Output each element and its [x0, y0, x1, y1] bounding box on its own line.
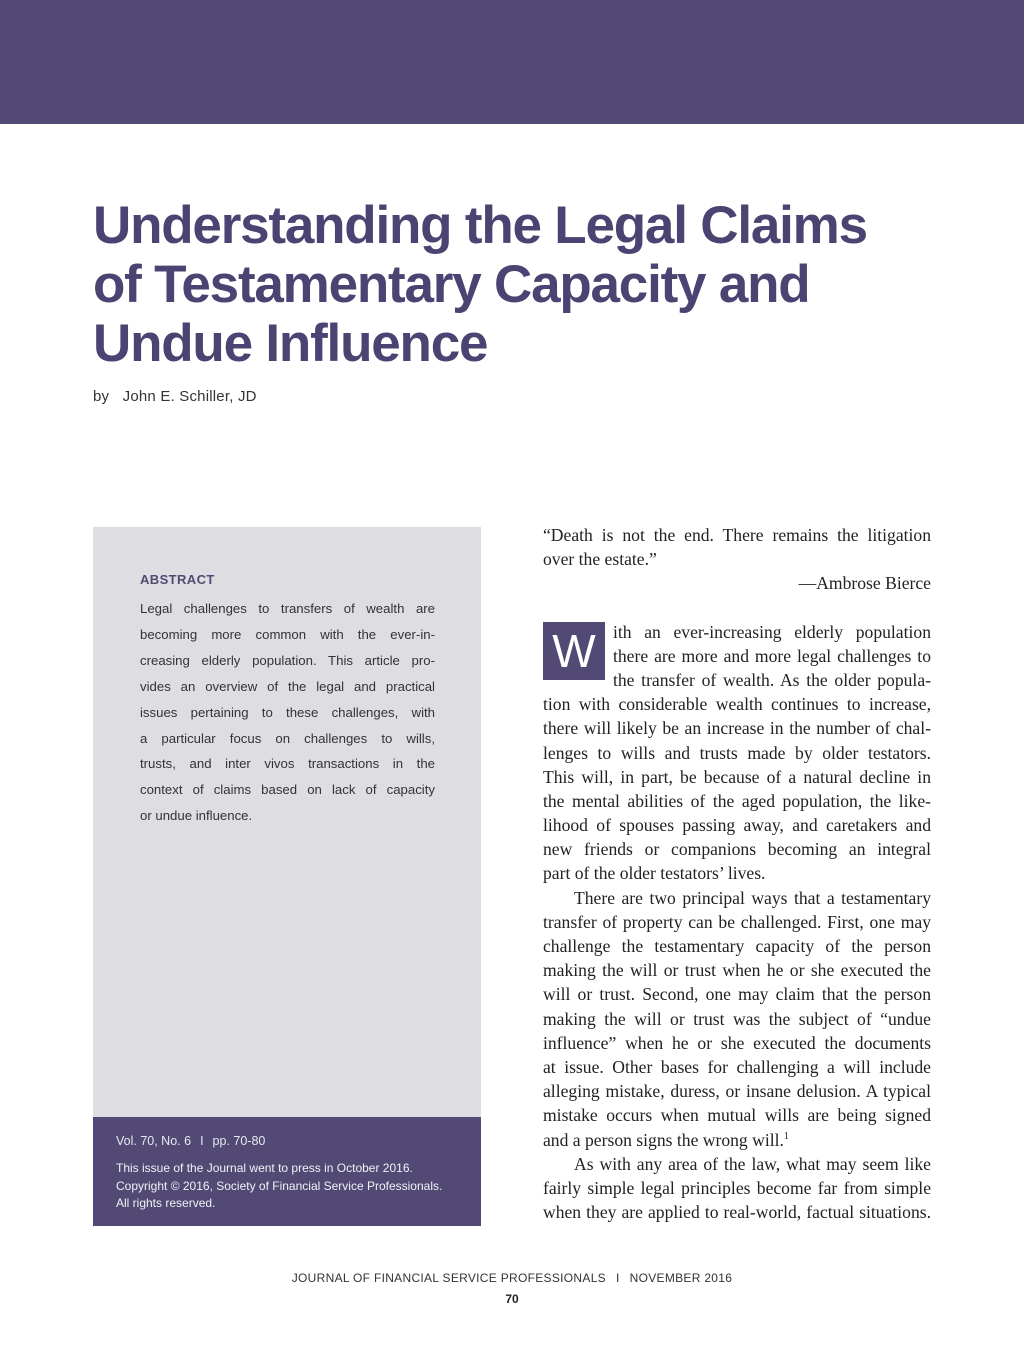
title-line: of Testamentary Capacity and [93, 255, 810, 314]
issue-pages: pp. 70-80 [212, 1134, 266, 1148]
body-line: will or trust. Second, one may claim that the person [543, 984, 931, 1005]
body-line: at issue. Other bases for challenging a will include [543, 1056, 931, 1077]
body-line: lenges to wills and trusts made by older testators. [543, 742, 931, 763]
page-number: 70 [505, 1292, 519, 1306]
body-line: tion with considerable wealth continues to increase, [543, 694, 931, 715]
body-line: This will, in part, be because of a natural decline in [543, 766, 931, 787]
author-name: John E. Schiller, JD [122, 388, 257, 405]
paragraph [543, 620, 931, 886]
body-line: influence” when he or she executed the documents [543, 1032, 931, 1053]
body-line: there are more and more legal challenges to [613, 645, 931, 666]
body-line: making the will or trust was the subject of “undue [543, 1008, 931, 1029]
epigraph-line: “Death is not the end. There remains the litigation [543, 525, 931, 545]
abstract-heading: ABSTRACT [140, 572, 215, 587]
epigraph-attribution: —Ambrose Bierce [798, 573, 931, 594]
body-line: challenge the testamentary capacity of the person [543, 936, 931, 956]
paragraph [543, 1152, 931, 1225]
abstract-panel [93, 527, 481, 1117]
drop-cap: W [543, 622, 605, 680]
body-line: when they are applied to real-world, factual situations. [543, 1202, 931, 1223]
body-line: the transfer of wealth. As the older popula- [613, 669, 931, 690]
issue-info-panel [93, 1117, 481, 1226]
body-line: making the will or trust when he or she executed the [543, 960, 931, 981]
body-line: transfer of property can be challenged. First, one may [543, 911, 931, 932]
issue-note-line: Copyright © 2016, Society of Financial Service Professionals. [116, 1178, 443, 1193]
body-line: fairly simple legal principles become far from simple [543, 1177, 931, 1198]
journal-name: JOURNAL OF FINANCIAL SERVICE PROFESSIONALS [291, 1271, 606, 1285]
article-title [93, 196, 933, 373]
abstract-line: Legal challenges to transfers of wealth are [140, 601, 435, 616]
issue-volume: Vol. 70, No. 6 [116, 1134, 192, 1148]
abstract-line: or undue influence. [140, 808, 253, 824]
body-line-with-footnote [543, 1128, 931, 1152]
body-line: new friends or companions becoming an integral [543, 839, 931, 860]
body-line: and a person signs the wrong will. [543, 1129, 784, 1150]
issue-note-line: This issue of the Journal went to press in October 2016. [116, 1161, 413, 1175]
separator: I [615, 1271, 620, 1285]
epigraph [543, 523, 931, 596]
title-line: Understanding the Legal Claims [93, 196, 867, 255]
abstract-line: becoming more common with the ever-in- [140, 626, 435, 642]
abstract-line: issues pertaining to these challenges, with [140, 704, 435, 720]
body-line: alleging mistake, duress, or insane delusion. A typical [543, 1081, 931, 1102]
body-line: lihood of spouses passing away, and caretakers and [543, 815, 931, 836]
footnote-marker[interactable]: 1 [783, 1130, 789, 1142]
body-line: ith an ever-increasing elderly population [613, 621, 931, 642]
byline [93, 388, 257, 405]
abstract-text [140, 596, 435, 829]
body-line: mistake occurs when mutual wills are being signed [543, 1105, 931, 1126]
body-line: There are two principal ways that a testamentary [574, 887, 931, 908]
body-line: As with any area of the law, what may seem like [574, 1153, 931, 1174]
page-footer [0, 1271, 1024, 1285]
issue-notes [116, 1160, 476, 1213]
body-line: there will likely be an increase in the number of chal- [543, 718, 931, 739]
article-body [543, 523, 931, 1224]
abstract-line: context of claims based on lack of capacity [140, 782, 435, 798]
abstract-line: vides an overview of the legal and practical [140, 678, 435, 694]
abstract-line: a particular focus on challenges to wills, [140, 730, 435, 746]
body-line: the mental abilities of the aged population, the like- [543, 790, 931, 811]
abstract-line: trusts, and inter vivos transactions in the [140, 756, 435, 772]
issue-volume-line [116, 1134, 265, 1148]
abstract-line: creasing elderly population. This article pro- [140, 652, 435, 668]
body-line: part of the older testators’ lives. [543, 863, 766, 884]
epigraph-line: over the estate.” [543, 549, 657, 570]
byline-prefix: by [93, 388, 110, 405]
title-line: Undue Influence [93, 314, 488, 373]
issue-date: NOVEMBER 2016 [629, 1271, 733, 1285]
separator: I [200, 1134, 204, 1148]
issue-note-line: All rights reserved. [116, 1196, 216, 1210]
header-band [0, 0, 1024, 124]
paragraph [543, 886, 931, 1152]
